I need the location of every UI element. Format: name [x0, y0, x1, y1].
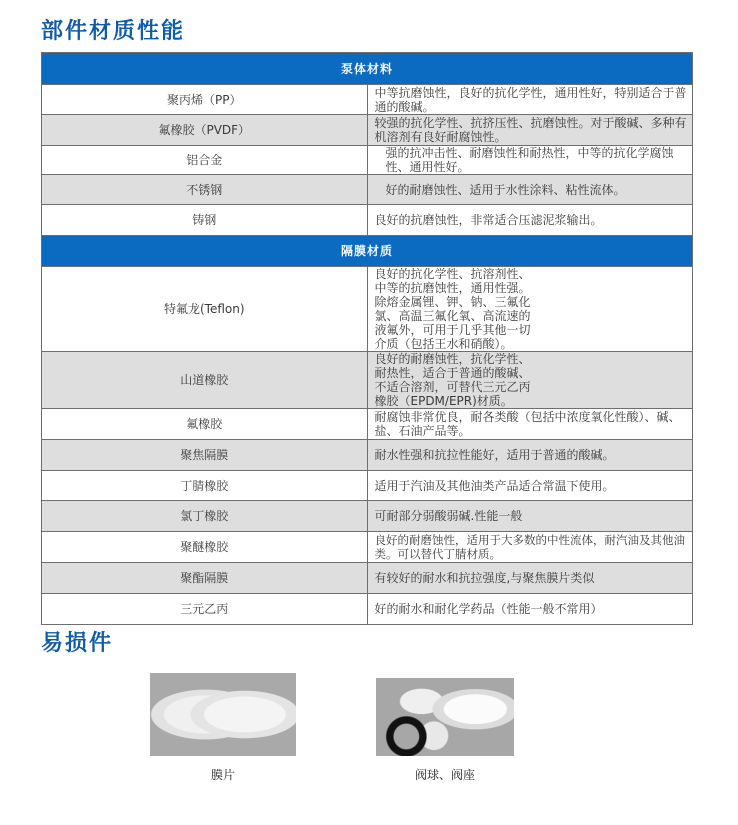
header-pump-body: 泵体材料	[42, 53, 693, 85]
diaphragm-caption: 膜片	[210, 768, 235, 782]
material-name: 铝合金	[42, 146, 368, 175]
table-row	[42, 85, 693, 115]
material-desc: 良好的抗磨蚀性，非常适合压滤泥浆输出。	[367, 205, 693, 236]
material-desc: 耐水性强和抗拉性能好，适用于普通的酸碱。	[367, 440, 693, 471]
material-desc: 良好的耐磨蚀性，抗化学性、耐热性，适合于普通的酸碱、不适合溶剂，可替代三元乙丙橡胶（EPDM/EPR)材质。	[367, 352, 693, 409]
material-name: 聚醚橡胶	[42, 532, 368, 563]
material-desc: 良好的耐磨蚀性，适用于大多数的中性流体，耐汽油及其他油类。可以替代丁腈材质。	[367, 532, 693, 563]
valve-ball-seat-photo	[376, 678, 514, 756]
material-table	[41, 52, 693, 625]
material-desc: 适用于汽油及其他油类产品适合常温下使用。	[367, 471, 693, 501]
table-row	[42, 501, 693, 532]
table-header-diaphragm	[42, 236, 693, 267]
table-row	[42, 267, 693, 352]
material-name: 三元乙丙	[42, 594, 368, 625]
material-name: 聚丙烯（PP）	[42, 85, 368, 115]
diaphragm-photo	[150, 673, 296, 756]
table-row	[42, 440, 693, 471]
table-row	[42, 146, 693, 175]
material-desc: 良好的抗化学性、抗溶剂性、中等的抗磨蚀性，通用性强。除熔金属锂、钾、钠、三氟化氯、高温三氟化氧、高流速的液氟外，可用于几乎其他一切介质（包括王水和硝酸）。	[367, 267, 693, 352]
material-desc: 好的耐磨蚀性、适用于水性涂料、粘性流体。	[367, 175, 693, 205]
material-desc: 有较好的耐水和抗拉强度,与聚焦膜片类似	[367, 563, 693, 594]
material-name: 氟橡胶（PVDF）	[42, 115, 368, 146]
material-name: 山道橡胶	[42, 352, 368, 409]
section-title-wear-parts: 易损件	[41, 631, 114, 656]
material-desc: 较强的抗化学性、抗挤压性、抗磨蚀性。对于酸碱、多种有机溶剂有良好耐腐蚀性。	[367, 115, 693, 146]
table-row	[42, 471, 693, 501]
table-header-pump-body	[42, 53, 693, 85]
material-name: 特氟龙(Teflon)	[42, 267, 368, 352]
material-desc: 强的抗冲击性、耐磨蚀性和耐热性，中等的抗化学腐蚀性、通用性好。	[367, 146, 693, 175]
table-row	[42, 115, 693, 146]
material-name: 氟橡胶	[42, 409, 368, 440]
header-diaphragm: 隔膜材质	[42, 236, 693, 267]
material-desc: 中等抗磨蚀性，良好的抗化学性，通用性好，特别适合于普通的酸碱。	[367, 85, 693, 115]
material-name: 不锈钢	[42, 175, 368, 205]
material-name: 氯丁橡胶	[42, 501, 368, 532]
table-row	[42, 532, 693, 563]
table-row	[42, 352, 693, 409]
table-row	[42, 205, 693, 236]
valve-ball-seat-caption: 阀球、阀座	[414, 768, 475, 782]
section-title-material-performance: 部件材质性能	[41, 19, 186, 44]
table-row	[42, 409, 693, 440]
material-desc: 耐腐蚀非常优良，耐各类酸（包括中浓度氧化性酸）、碱、盐、石油产品等。	[367, 409, 693, 440]
table-row	[42, 175, 693, 205]
material-name: 聚焦隔膜	[42, 440, 368, 471]
material-name: 丁腈橡胶	[42, 471, 368, 501]
table-row	[42, 594, 693, 625]
material-desc: 好的耐水和耐化学药品（性能一般不常用）	[367, 594, 693, 625]
material-name: 聚酯隔膜	[42, 563, 368, 594]
material-desc: 可耐部分弱酸弱碱.性能一般	[367, 501, 693, 532]
material-name: 铸钢	[42, 205, 368, 236]
table-row	[42, 563, 693, 594]
